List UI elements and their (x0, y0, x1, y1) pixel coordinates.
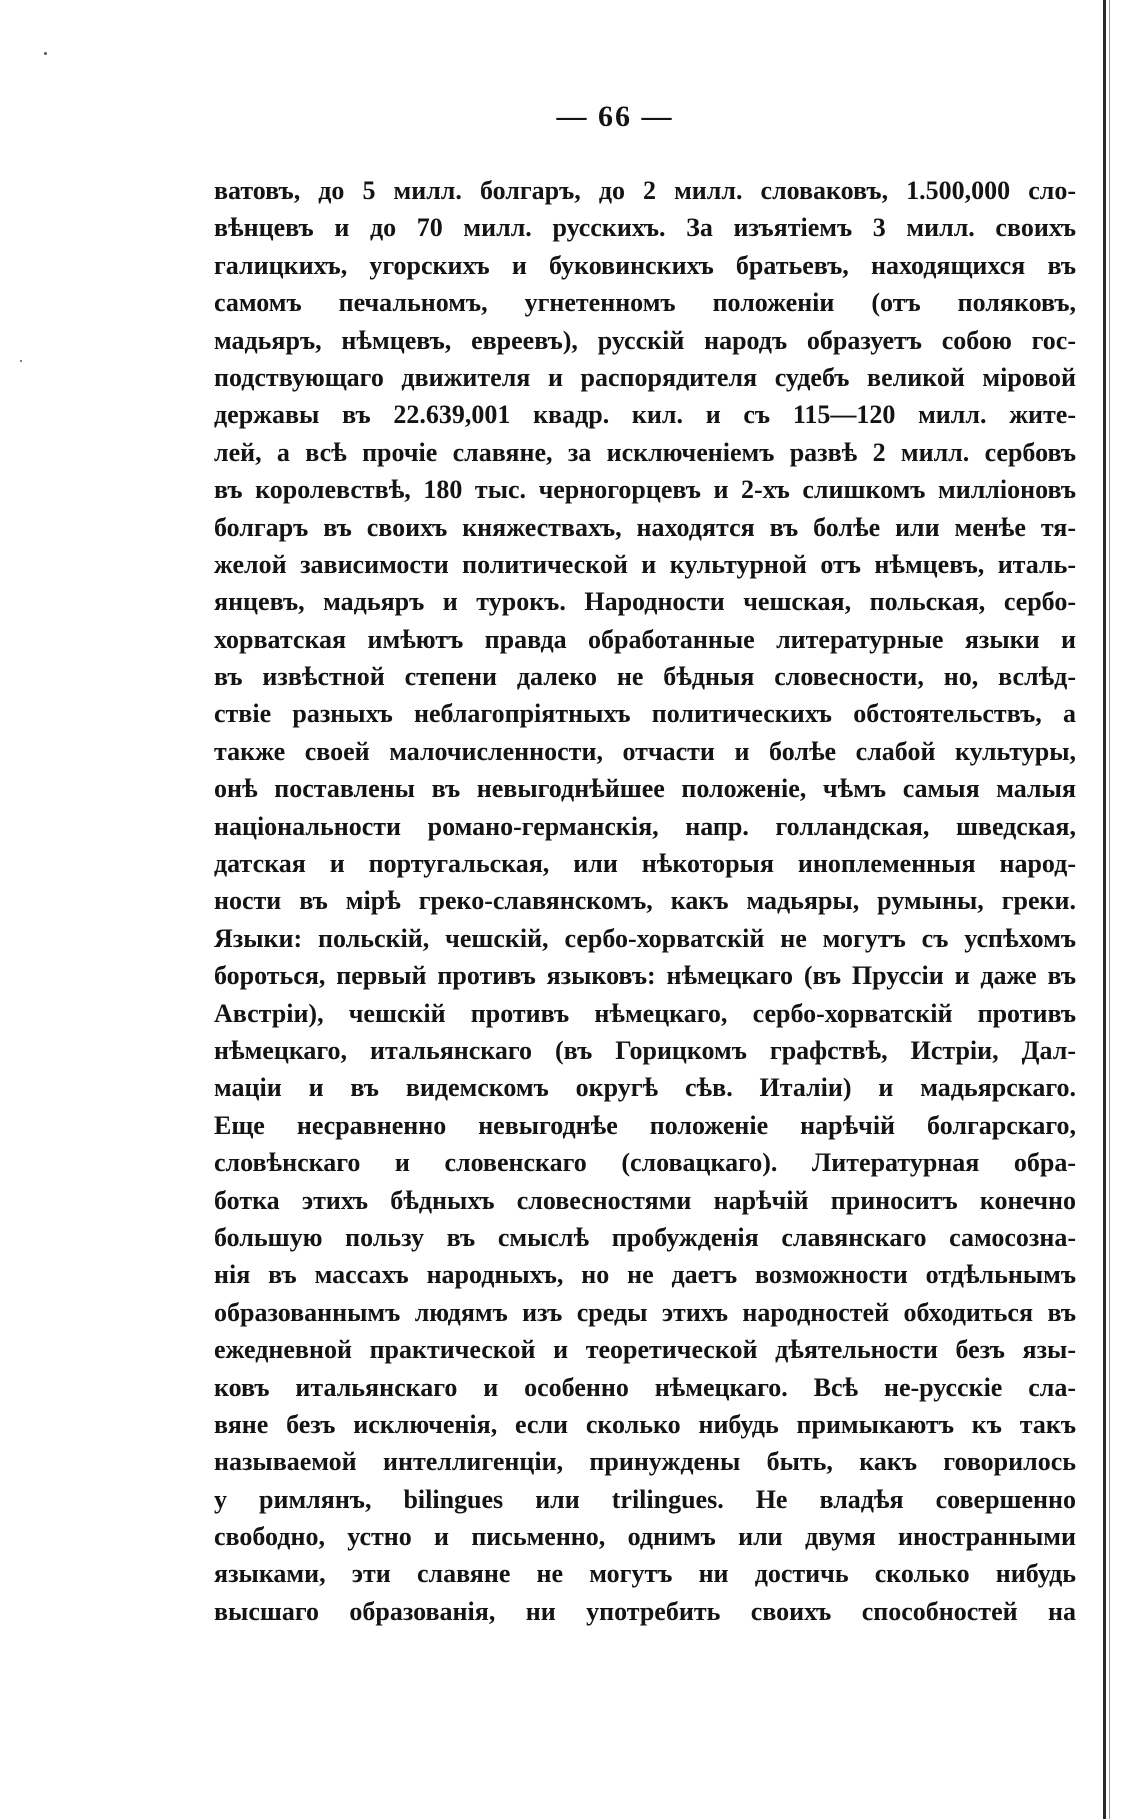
scan-speck (20, 360, 22, 362)
page-number: — 66 — (556, 100, 674, 133)
page-edge-shadow (1103, 0, 1106, 1819)
text-line: въ королевствѣ, 180 тыс. черногорцевъ и 2-хъ слишкомъ милліоновъ (214, 475, 1076, 505)
text-line: высшаго образованія, ни употребить своихъ способностей на (214, 1596, 1076, 1626)
text-line: большую пользу въ смыслѣ пробужденія славянскаго самосозна- (214, 1222, 1076, 1252)
text-line: подствующаго движителя и распорядителя судебъ великой міровой (214, 362, 1076, 392)
body-text (214, 172, 1076, 1630)
text-line: нѣмецкаго, итальянскаго (въ Горицкомъ графствѣ, Истріи, Дал- (214, 1035, 1076, 1065)
text-line: ватовъ, до 5 милл. болгаръ, до 2 милл. словаковъ, 1.500,000 сло- (214, 176, 1076, 205)
text-line: желой зависимости политической и культурной отъ нѣмцевъ, италь- (214, 549, 1076, 579)
text-line: галицкихъ, угорскихъ и буковинскихъ братьевъ, находящихся въ (214, 250, 1076, 280)
text-line: національности романо-германскія, напр. голландская, шведская, (214, 811, 1076, 841)
text-line: въ извѣстной степени далеко не бѣдныя словесности, но, вслѣд- (214, 662, 1076, 692)
text-line: ботка этихъ бѣдныхъ словесностями нарѣчій приноситъ конечно (214, 1185, 1076, 1215)
text-line: словѣнскаго и словенскаго (словацкаго). Литературная обра- (214, 1148, 1076, 1178)
text-line: Австріи), чешскій противъ нѣмецкаго, сербо-хорватскій противъ (214, 998, 1076, 1028)
text-line: ствіе разныхъ неблагопріятныхъ политическихъ обстоятельствъ, а (214, 699, 1076, 729)
text-line: маціи и въ видемскомъ округѣ сѣв. Италіи) и мадьярскаго. (214, 1073, 1076, 1103)
text-line: ности въ мірѣ греко-славянскомъ, какъ мадьяры, румыны, греки. (214, 886, 1076, 916)
text-line: лей, а всѣ прочіе славяне, за исключеніемъ развѣ 2 милл. сербовъ (214, 437, 1076, 467)
text-line: бороться, первый противъ языковъ: нѣмецкаго (въ Пруссіи и даже въ (214, 961, 1076, 991)
text-line: ковъ итальянскаго и особенно нѣмецкаго. Всѣ не-русскіе сла- (214, 1372, 1076, 1402)
text-line: вѣнцевъ и до 70 милл. русскихъ. За изъятіемъ 3 милл. своихъ (214, 213, 1076, 243)
text-line: датская и португальская, или нѣкоторыя иноплеменныя народ- (214, 849, 1076, 879)
text-line: хорватская имѣютъ правда обработанные литературные языки и (214, 624, 1076, 654)
text-line: образованнымъ людямъ изъ среды этихъ народностей обходиться въ (214, 1297, 1076, 1327)
text-line: называемой интеллигенціи, принуждены быть, какъ говорилось (214, 1447, 1076, 1477)
text-line: у римлянъ, bilingues или trilingues. Не владѣя совершенно (214, 1484, 1076, 1514)
text-line: болгаръ въ своихъ княжествахъ, находятся въ болѣе или менѣе тя- (214, 512, 1076, 542)
page-edge-line (1109, 0, 1110, 1819)
text-line: языками, эти славяне не могутъ ни достичь сколько нибудь (214, 1559, 1076, 1589)
text-line: также своей малочисленности, отчасти и болѣе слабой культуры, (214, 736, 1076, 766)
text-line: самомъ печальномъ, угнетенномъ положеніи (отъ поляковъ, (214, 288, 1076, 318)
text-line: янцевъ, мадьяръ и турокъ. Народности чешская, польская, сербо- (214, 587, 1076, 617)
text-line: онѣ поставлены въ невыгоднѣйшее положеніе, чѣмъ самыя малыя (214, 774, 1076, 804)
text-line: свободно, устно и письменно, однимъ или двумя иностранными (214, 1522, 1076, 1552)
text-line: мадьяръ, нѣмцевъ, евреевъ), русскій народъ образуетъ собою гос- (214, 325, 1076, 355)
text-line: державы въ 22.639,001 квадр. кил. и съ 115—120 милл. жите- (214, 400, 1076, 430)
scan-speck (44, 52, 47, 55)
text-line: нія въ массахъ народныхъ, но не даетъ возможности отдѣльнымъ (214, 1260, 1076, 1290)
text-line: вяне безъ исключенія, если сколько нибудь примыкаютъ къ такъ (214, 1409, 1076, 1439)
text-line: Еще несравненно невыгоднѣе положеніе нарѣчій болгарскаго, (214, 1110, 1076, 1140)
text-line: ежедневной практической и теоретической дѣятельности безъ язы- (214, 1335, 1076, 1365)
text-line: Языки: польскій, чешскій, сербо-хорватскій не могутъ съ успѣхомъ (214, 923, 1076, 953)
